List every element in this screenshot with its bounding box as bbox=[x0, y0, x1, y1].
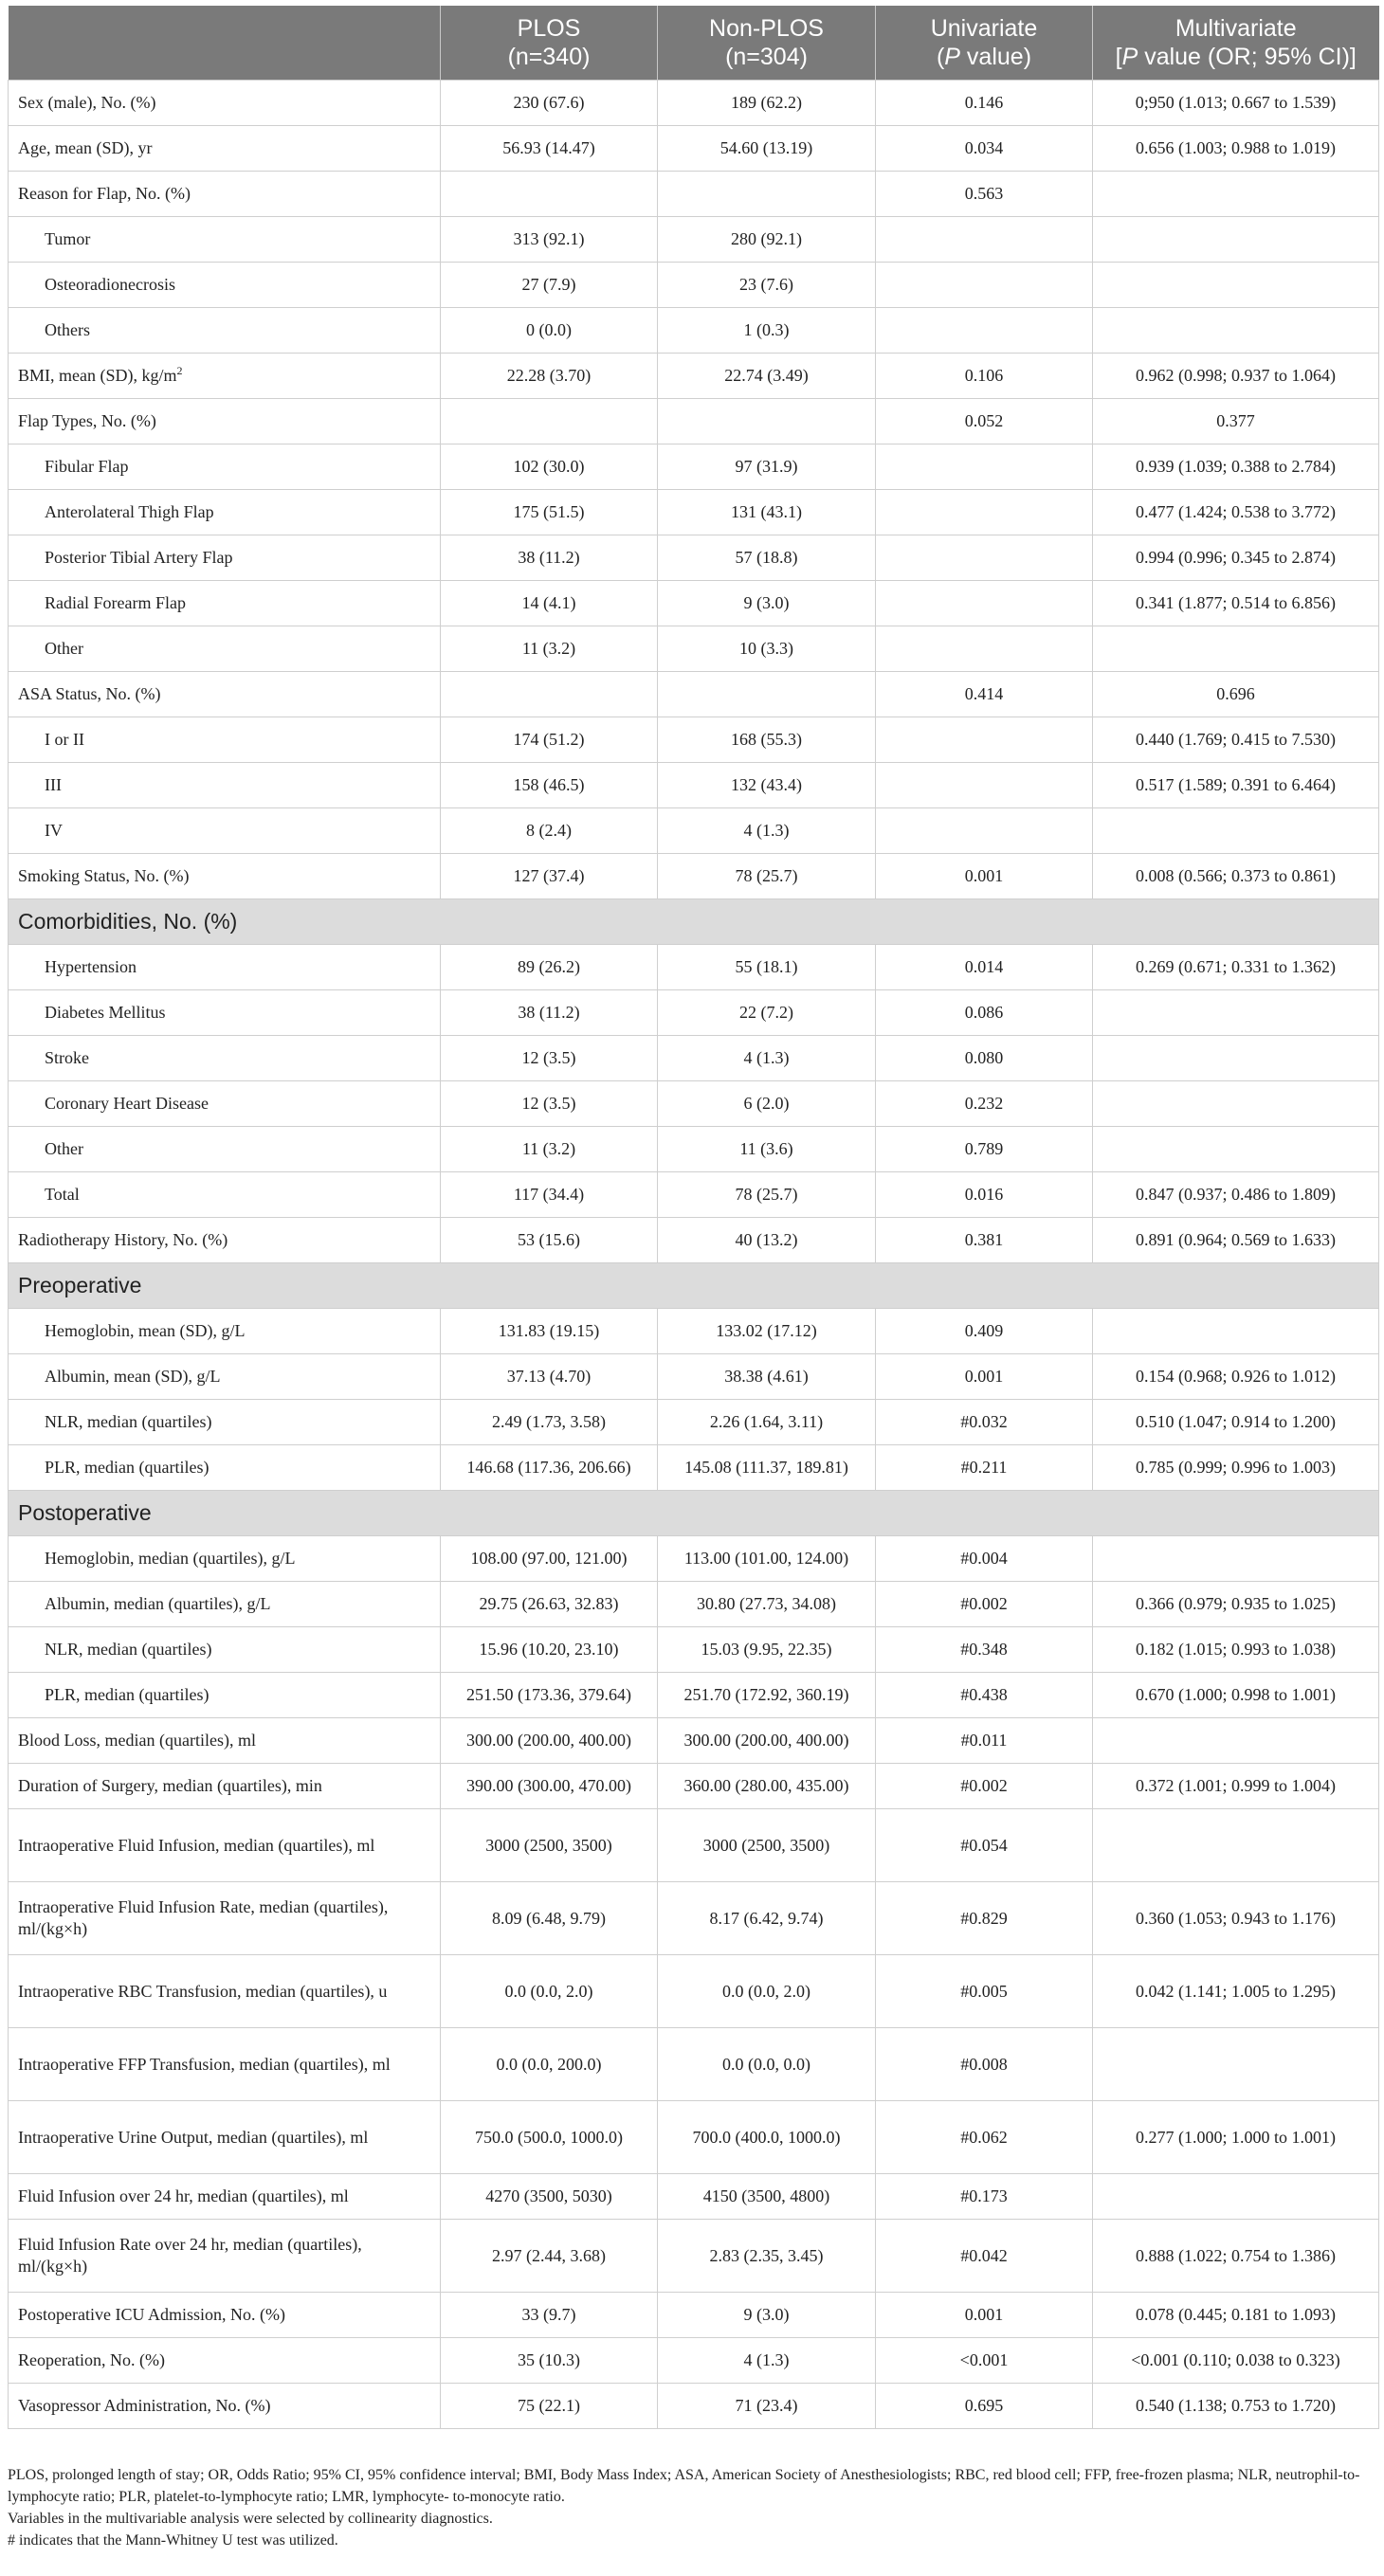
cell-nonplos: 300.00 (200.00, 400.00) bbox=[658, 1718, 876, 1764]
row-label: Intraoperative Urine Output, median (quartiles), ml bbox=[9, 2101, 441, 2174]
cell-multivariate bbox=[1093, 2174, 1379, 2220]
cell-univariate bbox=[876, 217, 1093, 263]
cell-univariate: 0.001 bbox=[876, 854, 1093, 899]
cell-plos: 75 (22.1) bbox=[441, 2384, 658, 2429]
cell-nonplos: 38.38 (4.61) bbox=[658, 1354, 876, 1400]
cell-multivariate: 0.372 (1.001; 0.999 to 1.004) bbox=[1093, 1764, 1379, 1809]
cell-nonplos: 40 (13.2) bbox=[658, 1218, 876, 1263]
row-label: Intraoperative FFP Transfusion, median (quartiles), ml bbox=[9, 2028, 441, 2101]
cell-multivariate bbox=[1093, 308, 1379, 354]
section-header-row bbox=[9, 899, 1379, 945]
cell-univariate: #0.002 bbox=[876, 1764, 1093, 1809]
cell-nonplos: 113.00 (101.00, 124.00) bbox=[658, 1536, 876, 1582]
cell-plos: 108.00 (97.00, 121.00) bbox=[441, 1536, 658, 1582]
cell-plos: 2.49 (1.73, 3.58) bbox=[441, 1400, 658, 1445]
row-label: Anterolateral Thigh Flap bbox=[9, 490, 441, 535]
cell-nonplos: 0.0 (0.0, 0.0) bbox=[658, 2028, 876, 2101]
cell-multivariate bbox=[1093, 1127, 1379, 1172]
cell-plos: 22.28 (3.70) bbox=[441, 354, 658, 399]
cell-univariate: 0.014 bbox=[876, 945, 1093, 990]
cell-plos: 8 (2.4) bbox=[441, 808, 658, 854]
cell-univariate: 0.106 bbox=[876, 354, 1093, 399]
table-row bbox=[9, 2338, 1379, 2384]
cell-nonplos: 6 (2.0) bbox=[658, 1081, 876, 1127]
row-label: Blood Loss, median (quartiles), ml bbox=[9, 1718, 441, 1764]
table-row bbox=[9, 1955, 1379, 2028]
cell-univariate: #0.032 bbox=[876, 1400, 1093, 1445]
cell-nonplos: 1 (0.3) bbox=[658, 308, 876, 354]
header-blank bbox=[9, 6, 441, 81]
cell-univariate: 0.409 bbox=[876, 1309, 1093, 1354]
cell-nonplos: 54.60 (13.19) bbox=[658, 126, 876, 172]
cell-multivariate bbox=[1093, 1718, 1379, 1764]
cell-plos bbox=[441, 399, 658, 444]
row-label: Other bbox=[9, 626, 441, 672]
cell-nonplos: 9 (3.0) bbox=[658, 2293, 876, 2338]
cell-univariate bbox=[876, 308, 1093, 354]
footnotes bbox=[8, 2464, 1373, 2551]
table-row bbox=[9, 490, 1379, 535]
cell-plos bbox=[441, 172, 658, 217]
cell-univariate bbox=[876, 263, 1093, 308]
cell-plos: 313 (92.1) bbox=[441, 217, 658, 263]
header-row bbox=[9, 6, 1379, 81]
cell-plos: 33 (9.7) bbox=[441, 2293, 658, 2338]
cell-multivariate bbox=[1093, 626, 1379, 672]
cell-multivariate: 0.939 (1.039; 0.388 to 2.784) bbox=[1093, 444, 1379, 490]
cell-univariate: #0.438 bbox=[876, 1673, 1093, 1718]
cell-univariate: 0.414 bbox=[876, 672, 1093, 717]
section-header: Preoperative bbox=[9, 1263, 1379, 1309]
table-row bbox=[9, 1809, 1379, 1882]
cell-plos: 12 (3.5) bbox=[441, 1036, 658, 1081]
cell-multivariate: 0.510 (1.047; 0.914 to 1.200) bbox=[1093, 1400, 1379, 1445]
table-row bbox=[9, 1036, 1379, 1081]
cell-multivariate bbox=[1093, 217, 1379, 263]
cell-plos: 14 (4.1) bbox=[441, 581, 658, 626]
cell-univariate: 0.146 bbox=[876, 81, 1093, 126]
cell-univariate: #0.348 bbox=[876, 1627, 1093, 1673]
row-label: IV bbox=[9, 808, 441, 854]
cell-multivariate: 0.477 (1.424; 0.538 to 3.772) bbox=[1093, 490, 1379, 535]
row-label: Total bbox=[9, 1172, 441, 1218]
cell-nonplos: 30.80 (27.73, 34.08) bbox=[658, 1582, 876, 1627]
table-row bbox=[9, 2174, 1379, 2220]
cell-univariate bbox=[876, 763, 1093, 808]
cell-plos: 3000 (2500, 3500) bbox=[441, 1809, 658, 1882]
cell-nonplos: 189 (62.2) bbox=[658, 81, 876, 126]
cell-plos: 56.93 (14.47) bbox=[441, 126, 658, 172]
table-row bbox=[9, 1172, 1379, 1218]
cell-multivariate bbox=[1093, 263, 1379, 308]
cell-plos: 131.83 (19.15) bbox=[441, 1309, 658, 1354]
cell-multivariate: 0.154 (0.968; 0.926 to 1.012) bbox=[1093, 1354, 1379, 1400]
cell-univariate: #0.002 bbox=[876, 1582, 1093, 1627]
row-label: Reoperation, No. (%) bbox=[9, 2338, 441, 2384]
cell-multivariate bbox=[1093, 1536, 1379, 1582]
cell-plos: 38 (11.2) bbox=[441, 990, 658, 1036]
cell-plos: 89 (26.2) bbox=[441, 945, 658, 990]
cell-nonplos: 11 (3.6) bbox=[658, 1127, 876, 1172]
cell-nonplos: 8.17 (6.42, 9.74) bbox=[658, 1882, 876, 1955]
row-label: Age, mean (SD), yr bbox=[9, 126, 441, 172]
cell-nonplos: 57 (18.8) bbox=[658, 535, 876, 581]
row-label: NLR, median (quartiles) bbox=[9, 1627, 441, 1673]
cell-multivariate: 0.078 (0.445; 0.181 to 1.093) bbox=[1093, 2293, 1379, 2338]
cell-univariate: 0.016 bbox=[876, 1172, 1093, 1218]
cell-plos: 750.0 (500.0, 1000.0) bbox=[441, 2101, 658, 2174]
cell-plos: 230 (67.6) bbox=[441, 81, 658, 126]
cell-univariate bbox=[876, 808, 1093, 854]
cell-plos: 0.0 (0.0, 200.0) bbox=[441, 2028, 658, 2101]
cell-plos: 102 (30.0) bbox=[441, 444, 658, 490]
cell-nonplos: 2.26 (1.64, 3.11) bbox=[658, 1400, 876, 1445]
table-body bbox=[9, 81, 1379, 2429]
row-label: Osteoradionecrosis bbox=[9, 263, 441, 308]
table-row bbox=[9, 217, 1379, 263]
table-row bbox=[9, 1673, 1379, 1718]
table-row bbox=[9, 354, 1379, 399]
cell-nonplos: 700.0 (400.0, 1000.0) bbox=[658, 2101, 876, 2174]
cell-nonplos: 4 (1.3) bbox=[658, 1036, 876, 1081]
section-header: Comorbidities, No. (%) bbox=[9, 899, 1379, 945]
row-label: Radial Forearm Flap bbox=[9, 581, 441, 626]
cell-nonplos: 145.08 (111.37, 189.81) bbox=[658, 1445, 876, 1491]
row-label: Fluid Infusion over 24 hr, median (quartiles), ml bbox=[9, 2174, 441, 2220]
cell-nonplos: 10 (3.3) bbox=[658, 626, 876, 672]
header-multivariate: Multivariate [P value (OR; 95% CI)] bbox=[1093, 6, 1379, 81]
cell-plos: 29.75 (26.63, 32.83) bbox=[441, 1582, 658, 1627]
cell-multivariate bbox=[1093, 172, 1379, 217]
table-row bbox=[9, 990, 1379, 1036]
cell-nonplos: 360.00 (280.00, 435.00) bbox=[658, 1764, 876, 1809]
cell-nonplos: 22 (7.2) bbox=[658, 990, 876, 1036]
cell-plos: 12 (3.5) bbox=[441, 1081, 658, 1127]
cell-nonplos: 131 (43.1) bbox=[658, 490, 876, 535]
section-header-row bbox=[9, 1491, 1379, 1536]
cell-plos: 117 (34.4) bbox=[441, 1172, 658, 1218]
table-row bbox=[9, 1536, 1379, 1582]
cell-plos: 2.97 (2.44, 3.68) bbox=[441, 2220, 658, 2293]
cell-univariate: 0.080 bbox=[876, 1036, 1093, 1081]
cell-univariate: #0.042 bbox=[876, 2220, 1093, 2293]
cell-nonplos: 4 (1.3) bbox=[658, 2338, 876, 2384]
cell-plos: 35 (10.3) bbox=[441, 2338, 658, 2384]
cell-nonplos bbox=[658, 672, 876, 717]
cell-multivariate bbox=[1093, 1036, 1379, 1081]
row-label: Others bbox=[9, 308, 441, 354]
row-label: ASA Status, No. (%) bbox=[9, 672, 441, 717]
cell-univariate bbox=[876, 535, 1093, 581]
row-label: Stroke bbox=[9, 1036, 441, 1081]
table-row bbox=[9, 263, 1379, 308]
table-container bbox=[8, 6, 1378, 2429]
row-label: Fibular Flap bbox=[9, 444, 441, 490]
cell-univariate: #0.004 bbox=[876, 1536, 1093, 1582]
row-label: Duration of Surgery, median (quartiles), min bbox=[9, 1764, 441, 1809]
table-row bbox=[9, 399, 1379, 444]
cell-multivariate: 0.008 (0.566; 0.373 to 0.861) bbox=[1093, 854, 1379, 899]
row-label: Other bbox=[9, 1127, 441, 1172]
cell-nonplos: 280 (92.1) bbox=[658, 217, 876, 263]
cell-plos: 390.00 (300.00, 470.00) bbox=[441, 1764, 658, 1809]
table-row bbox=[9, 2028, 1379, 2101]
header-plos: PLOS (n=340) bbox=[441, 6, 658, 81]
cell-multivariate: 0.182 (1.015; 0.993 to 1.038) bbox=[1093, 1627, 1379, 1673]
table-row bbox=[9, 1445, 1379, 1491]
row-label: Diabetes Mellitus bbox=[9, 990, 441, 1036]
cell-plos: 146.68 (117.36, 206.66) bbox=[441, 1445, 658, 1491]
section-header: Postoperative bbox=[9, 1491, 1379, 1536]
cell-plos: 8.09 (6.48, 9.79) bbox=[441, 1882, 658, 1955]
cell-nonplos: 55 (18.1) bbox=[658, 945, 876, 990]
cell-univariate: 0.789 bbox=[876, 1127, 1093, 1172]
cell-plos: 53 (15.6) bbox=[441, 1218, 658, 1263]
cell-univariate bbox=[876, 717, 1093, 763]
cell-plos: 251.50 (173.36, 379.64) bbox=[441, 1673, 658, 1718]
table-row bbox=[9, 308, 1379, 354]
table-row bbox=[9, 808, 1379, 854]
cell-multivariate: 0.847 (0.937; 0.486 to 1.809) bbox=[1093, 1172, 1379, 1218]
row-label: Intraoperative Fluid Infusion, median (quartiles), ml bbox=[9, 1809, 441, 1882]
cell-multivariate: 0.360 (1.053; 0.943 to 1.176) bbox=[1093, 1882, 1379, 1955]
cell-univariate: #0.005 bbox=[876, 1955, 1093, 2028]
cell-multivariate bbox=[1093, 2028, 1379, 2101]
table-row bbox=[9, 1400, 1379, 1445]
cell-plos: 4270 (3500, 5030) bbox=[441, 2174, 658, 2220]
cell-multivariate: 0.962 (0.998; 0.937 to 1.064) bbox=[1093, 354, 1379, 399]
row-label: Radiotherapy History, No. (%) bbox=[9, 1218, 441, 1263]
cell-multivariate bbox=[1093, 1081, 1379, 1127]
cell-plos: 175 (51.5) bbox=[441, 490, 658, 535]
cell-nonplos: 3000 (2500, 3500) bbox=[658, 1809, 876, 1882]
cell-multivariate: 0.670 (1.000; 0.998 to 1.001) bbox=[1093, 1673, 1379, 1718]
row-label: Hemoglobin, median (quartiles), g/L bbox=[9, 1536, 441, 1582]
row-label: PLR, median (quartiles) bbox=[9, 1445, 441, 1491]
cell-nonplos: 2.83 (2.35, 3.45) bbox=[658, 2220, 876, 2293]
table-row bbox=[9, 2220, 1379, 2293]
row-label: Sex (male), No. (%) bbox=[9, 81, 441, 126]
table-row bbox=[9, 1627, 1379, 1673]
cell-nonplos: 23 (7.6) bbox=[658, 263, 876, 308]
table-row bbox=[9, 672, 1379, 717]
cell-univariate: <0.001 bbox=[876, 2338, 1093, 2384]
table-row bbox=[9, 126, 1379, 172]
header-univariate: Univariate (P value) bbox=[876, 6, 1093, 81]
row-label: Hemoglobin, mean (SD), g/L bbox=[9, 1309, 441, 1354]
cell-plos: 300.00 (200.00, 400.00) bbox=[441, 1718, 658, 1764]
table-row bbox=[9, 1882, 1379, 1955]
cell-univariate: #0.054 bbox=[876, 1809, 1093, 1882]
cell-nonplos: 9 (3.0) bbox=[658, 581, 876, 626]
table-row bbox=[9, 626, 1379, 672]
cell-univariate: 0.001 bbox=[876, 1354, 1093, 1400]
cell-nonplos bbox=[658, 172, 876, 217]
cell-multivariate bbox=[1093, 990, 1379, 1036]
row-label: NLR, median (quartiles) bbox=[9, 1400, 441, 1445]
table-row bbox=[9, 1718, 1379, 1764]
cell-univariate: #0.011 bbox=[876, 1718, 1093, 1764]
cell-univariate: 0.001 bbox=[876, 2293, 1093, 2338]
cell-plos: 158 (46.5) bbox=[441, 763, 658, 808]
cell-univariate bbox=[876, 581, 1093, 626]
cell-multivariate: 0.377 bbox=[1093, 399, 1379, 444]
footnote-variables: Variables in the multivariable analysis were selected by collinearity diagnostics. bbox=[8, 2511, 493, 2527]
cell-nonplos: 22.74 (3.49) bbox=[658, 354, 876, 399]
cell-nonplos: 78 (25.7) bbox=[658, 1172, 876, 1218]
cell-univariate: #0.829 bbox=[876, 1882, 1093, 1955]
cell-multivariate: 0;950 (1.013; 0.667 to 1.539) bbox=[1093, 81, 1379, 126]
cell-nonplos: 78 (25.7) bbox=[658, 854, 876, 899]
table-row bbox=[9, 2384, 1379, 2429]
row-label: Intraoperative Fluid Infusion Rate, median (quartiles), ml/(kg×h) bbox=[9, 1882, 441, 1955]
cell-univariate: 0.034 bbox=[876, 126, 1093, 172]
cell-plos: 15.96 (10.20, 23.10) bbox=[441, 1627, 658, 1673]
data-table bbox=[8, 6, 1379, 2429]
cell-multivariate: 0.891 (0.964; 0.569 to 1.633) bbox=[1093, 1218, 1379, 1263]
cell-nonplos bbox=[658, 399, 876, 444]
cell-univariate: #0.008 bbox=[876, 2028, 1093, 2101]
cell-plos: 0 (0.0) bbox=[441, 308, 658, 354]
cell-multivariate: 0.994 (0.996; 0.345 to 2.874) bbox=[1093, 535, 1379, 581]
table-row bbox=[9, 1127, 1379, 1172]
row-label: I or II bbox=[9, 717, 441, 763]
cell-multivariate: 0.656 (1.003; 0.988 to 1.019) bbox=[1093, 126, 1379, 172]
cell-univariate: 0.232 bbox=[876, 1081, 1093, 1127]
cell-multivariate bbox=[1093, 808, 1379, 854]
table-row bbox=[9, 535, 1379, 581]
table-row bbox=[9, 945, 1379, 990]
cell-plos: 38 (11.2) bbox=[441, 535, 658, 581]
cell-nonplos: 4 (1.3) bbox=[658, 808, 876, 854]
table-row bbox=[9, 1218, 1379, 1263]
row-label: Reason for Flap, No. (%) bbox=[9, 172, 441, 217]
cell-univariate: #0.062 bbox=[876, 2101, 1093, 2174]
table-row bbox=[9, 2293, 1379, 2338]
cell-nonplos: 4150 (3500, 4800) bbox=[658, 2174, 876, 2220]
cell-multivariate bbox=[1093, 1809, 1379, 1882]
row-label: Postoperative ICU Admission, No. (%) bbox=[9, 2293, 441, 2338]
row-label: Intraoperative RBC Transfusion, median (quartiles), u bbox=[9, 1955, 441, 2028]
cell-univariate bbox=[876, 444, 1093, 490]
cell-plos: 27 (7.9) bbox=[441, 263, 658, 308]
cell-multivariate: 0.341 (1.877; 0.514 to 6.856) bbox=[1093, 581, 1379, 626]
cell-nonplos: 97 (31.9) bbox=[658, 444, 876, 490]
row-label: Tumor bbox=[9, 217, 441, 263]
row-label: Albumin, median (quartiles), g/L bbox=[9, 1582, 441, 1627]
cell-plos: 0.0 (0.0, 2.0) bbox=[441, 1955, 658, 2028]
cell-multivariate: 0.440 (1.769; 0.415 to 7.530) bbox=[1093, 717, 1379, 763]
cell-plos: 127 (37.4) bbox=[441, 854, 658, 899]
row-label: BMI, mean (SD), $kg/m^2$ bbox=[9, 354, 441, 399]
cell-nonplos: 251.70 (172.92, 360.19) bbox=[658, 1673, 876, 1718]
table-row bbox=[9, 1309, 1379, 1354]
row-label: Smoking Status, No. (%) bbox=[9, 854, 441, 899]
table-row bbox=[9, 444, 1379, 490]
header-nonplos: Non-PLOS (n=304) bbox=[658, 6, 876, 81]
cell-nonplos: 0.0 (0.0, 2.0) bbox=[658, 1955, 876, 2028]
cell-univariate bbox=[876, 626, 1093, 672]
row-label: Vasopressor Administration, No. (%) bbox=[9, 2384, 441, 2429]
table-row bbox=[9, 717, 1379, 763]
cell-plos: 37.13 (4.70) bbox=[441, 1354, 658, 1400]
row-label: Hypertension bbox=[9, 945, 441, 990]
cell-multivariate: 0.042 (1.141; 1.005 to 1.295) bbox=[1093, 1955, 1379, 2028]
cell-multivariate: 0.785 (0.999; 0.996 to 1.003) bbox=[1093, 1445, 1379, 1491]
table-row bbox=[9, 2101, 1379, 2174]
cell-multivariate: 0.517 (1.589; 0.391 to 6.464) bbox=[1093, 763, 1379, 808]
table-row bbox=[9, 1081, 1379, 1127]
cell-multivariate: 0.540 (1.138; 0.753 to 1.720) bbox=[1093, 2384, 1379, 2429]
cell-plos bbox=[441, 672, 658, 717]
row-label: PLR, median (quartiles) bbox=[9, 1673, 441, 1718]
cell-nonplos: 15.03 (9.95, 22.35) bbox=[658, 1627, 876, 1673]
cell-univariate bbox=[876, 490, 1093, 535]
table-row bbox=[9, 854, 1379, 899]
footnote-abbreviations: PLOS, prolonged length of stay; OR, Odds Ratio; 95% CI, 95% confidence interval; BMI, Body Mass Index; ASA, American Society of Anesthesiologists; RBC, red blood cell; FFP, free-frozen plasma; NLR, neutrophil-to-lymphocyte ratio; PLR, platelet-to-lymphocyte ratio; LMR, lymphocyte- to-monocyte ratio. bbox=[8, 2467, 1360, 2505]
cell-plos: 11 (3.2) bbox=[441, 626, 658, 672]
cell-nonplos: 71 (23.4) bbox=[658, 2384, 876, 2429]
row-label: Flap Types, No. (%) bbox=[9, 399, 441, 444]
row-label: Coronary Heart Disease bbox=[9, 1081, 441, 1127]
row-label: Fluid Infusion Rate over 24 hr, median (quartiles), ml/(kg×h) bbox=[9, 2220, 441, 2293]
cell-multivariate: 0.277 (1.000; 1.000 to 1.001) bbox=[1093, 2101, 1379, 2174]
table-row bbox=[9, 172, 1379, 217]
cell-nonplos: 168 (55.3) bbox=[658, 717, 876, 763]
cell-multivariate: 0.888 (1.022; 0.754 to 1.386) bbox=[1093, 2220, 1379, 2293]
table-row bbox=[9, 1354, 1379, 1400]
cell-univariate: 0.086 bbox=[876, 990, 1093, 1036]
footnote-mann-whitney: # indicates that the Mann-Whitney U test was utilized. bbox=[8, 2532, 338, 2549]
cell-multivariate: 0.366 (0.979; 0.935 to 1.025) bbox=[1093, 1582, 1379, 1627]
cell-univariate: 0.381 bbox=[876, 1218, 1093, 1263]
table-row bbox=[9, 763, 1379, 808]
table-row bbox=[9, 1582, 1379, 1627]
table-row bbox=[9, 1764, 1379, 1809]
table-row bbox=[9, 581, 1379, 626]
cell-plos: 11 (3.2) bbox=[441, 1127, 658, 1172]
cell-univariate: #0.211 bbox=[876, 1445, 1093, 1491]
cell-nonplos: 133.02 (17.12) bbox=[658, 1309, 876, 1354]
cell-multivariate bbox=[1093, 1309, 1379, 1354]
cell-univariate: 0.695 bbox=[876, 2384, 1093, 2429]
cell-univariate: 0.052 bbox=[876, 399, 1093, 444]
section-header-row bbox=[9, 1263, 1379, 1309]
row-label: III bbox=[9, 763, 441, 808]
cell-multivariate: 0.696 bbox=[1093, 672, 1379, 717]
cell-plos: 174 (51.2) bbox=[441, 717, 658, 763]
row-label: Albumin, mean (SD), g/L bbox=[9, 1354, 441, 1400]
cell-multivariate: <0.001 (0.110; 0.038 to 0.323) bbox=[1093, 2338, 1379, 2384]
table-row bbox=[9, 81, 1379, 126]
cell-nonplos: 132 (43.4) bbox=[658, 763, 876, 808]
row-label: Posterior Tibial Artery Flap bbox=[9, 535, 441, 581]
cell-univariate: 0.563 bbox=[876, 172, 1093, 217]
cell-univariate: #0.173 bbox=[876, 2174, 1093, 2220]
cell-multivariate: 0.269 (0.671; 0.331 to 1.362) bbox=[1093, 945, 1379, 990]
